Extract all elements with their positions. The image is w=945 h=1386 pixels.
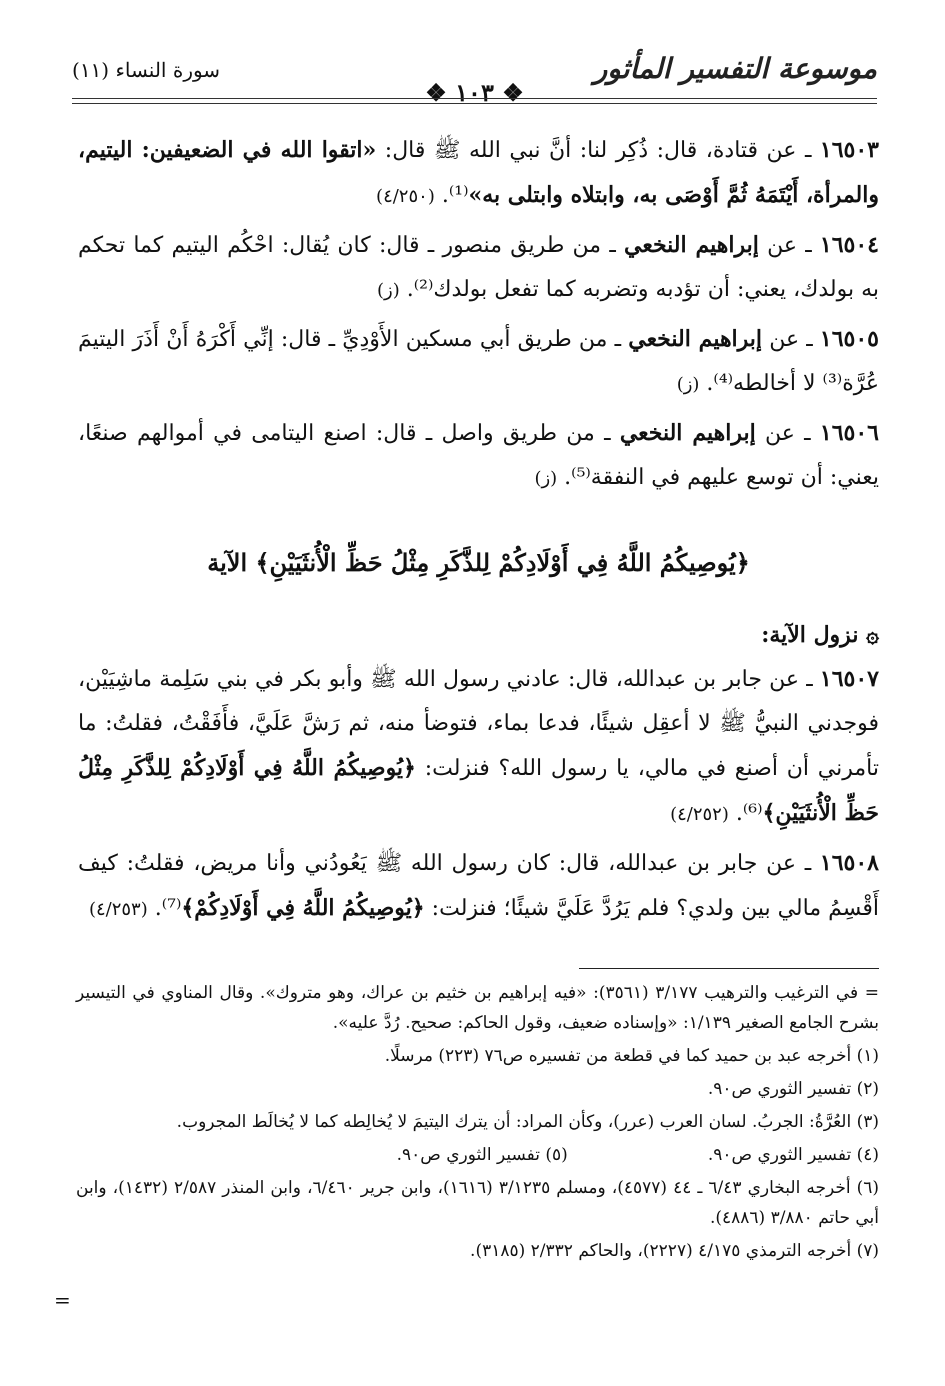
ornament-icon: ❖: [502, 78, 524, 107]
header-divider: [72, 103, 877, 104]
footnote: (٦) أخرجه البخاري ٦/٤٣ ـ ٤٤ (٤٥٧٧)، ومسلم ٣/١٢٣٥ (١٦١٦)، وابن جرير ٦/٤٦٠، وابن المنذر ٢/٥٨٧ (١٤٣٢)، وابن أبي حاتم ٣/٨٨٠ (٤٨٨٦).: [76, 1178, 880, 1228]
hadith-paragraph: ١٦٥٠٦ ـ عن إبراهيم النخعي ـ من طريق واصل ـ قال: اصنع اليتامى في أموالهم صنعًا، يعني: أن توسع عليهم في النفقة⁽⁵⁾. (ز): [78, 420, 879, 490]
footnote: (٥) تفسير الثوري ص٩٠.: [396, 1145, 568, 1165]
footnote: (٣) العُرَّةُ: الجربُ. لسان العرب (عرر)، وكأن المراد: أن يترك اليتيمَ لا يُخالِطه كما لا يُخالَط المجروب.: [176, 1112, 879, 1132]
footnote-divider: [579, 968, 879, 969]
footnote: (٢) تفسير الثوري ص٩٠.: [707, 1079, 879, 1099]
hadith-paragraph: ١٦٥٠٧ ـ عن جابر بن عبدالله، قال: عادني رسول الله ﷺ وأبو بكر في بني سَلِمة ماشِيَيْن، فوجدني النبيُّ ﷺ لا أعقِل شيئًا، فدعا بماء، فتوضأ منه، ثم رَشَّ عَلَيَّ، فأَفَقْتُ، فقلتُ: ما تأمرني أن أصنع في مالي، يا رسول الله؟ فنزلت: ﴿يُوصِيكُمُ اللَّهُ فِي أَوْلَادِكُمْ لِلذَّكَرِ مِثْلُ حَظِّ الْأُنثَيَيْنِ﴾⁽⁶⁾. (٤/٢٥٢): [78, 666, 879, 826]
continuation-mark: =: [54, 1288, 71, 1312]
page-number: ❖ ١٠٣ ❖: [425, 78, 524, 107]
hadith-paragraph: ١٦٥٠٥ ـ عن إبراهيم النخعي ـ من طريق أبي مسكين الأَوْدِيِّ ـ قال: إنِّي أَكْرَهُ أَنْ أَذَرَ اليتيمَ عُرَّة⁽³⁾ لا أخالطه⁽⁴⁾. (ز): [78, 326, 879, 396]
hadith-paragraph: ١٦٥٠٤ ـ عن إبراهيم النخعي ـ من طريق منصور ـ قال: كان يُقال: احْكُم اليتيم كما تحكم به بولدك، يعني: أن تؤدبه وتضربه كما تفعل بولدك⁽²⁾. (ز): [78, 232, 879, 302]
section-title: ۞ نزول الآية:: [761, 622, 879, 648]
main-text: [78, 128, 879, 936]
hadith-paragraph: ١٦٥٠٨ ـ عن جابر بن عبدالله، قال: كان رسول الله ﷺ يَعُودُني وأنا مريض، فقلتُ: كيف أَقْسِمُ مالي بين ولدي؟ فلم يَرُدَّ عَلَيَّ شيئًا؛ فنزلت: ﴿يُوصِيكُمُ اللَّهُ فِي أَوْلَادِكُمْ﴾⁽⁷⁾. (٤/٢٥٣): [78, 850, 879, 921]
footnote: (١) أخرجه عبد بن حميد كما في قطعة من تفسيره ص٧٦ (٢٢٣) مرسلًا.: [384, 1046, 879, 1066]
footnote: = في الترغيب والترهيب ٣/١٧٧ (٣٥٦١): «فيه إبراهيم بن خثيم بن عراك، وهو متروك». وقال المناوي في التيسير بشرح الجامع الصغير ١/١٣٩: «وإسناده ضعيف، وقول الحاكم: صحيح. رُدَّ عليه».: [76, 983, 879, 1033]
book-title: موسوعة التفسير المأثور: [593, 52, 877, 85]
footnote-row: [76, 1140, 879, 1170]
surah-name: سورة النساء (١١): [72, 58, 221, 82]
verse-heading: ﴿يُوصِيكُمُ اللَّهُ فِي أَوْلَادِكُمْ لِلذَّكَرِ مِثْلُ حَظِّ الْأُنثَيَيْنِ﴾ الآية: [207, 548, 750, 577]
hadith-paragraph: ١٦٥٠٣ ـ عن قتادة، قال: ذُكِر لنا: أنَّ نبي الله ﷺ قال: «اتقوا الله في الضعيفين: اليتيم، والمرأة، أَيْتَمَهُ ثُمَّ أَوْصَى به، وابتلاه وابتلى به»⁽¹⁾. (٤/٢٥٠): [78, 137, 879, 208]
footnote: (٧) أخرجه الترمذي ٤/١٧٥ (٢٢٢٧)، والحاكم ٢/٣٣٢ (٣١٨٥).: [470, 1241, 879, 1261]
ornament-icon: ❖: [425, 78, 447, 107]
footnote: (٤) تفسير الثوري ص٩٠.: [707, 1145, 879, 1165]
footnotes: [76, 978, 879, 1269]
header-divider: [72, 98, 877, 99]
